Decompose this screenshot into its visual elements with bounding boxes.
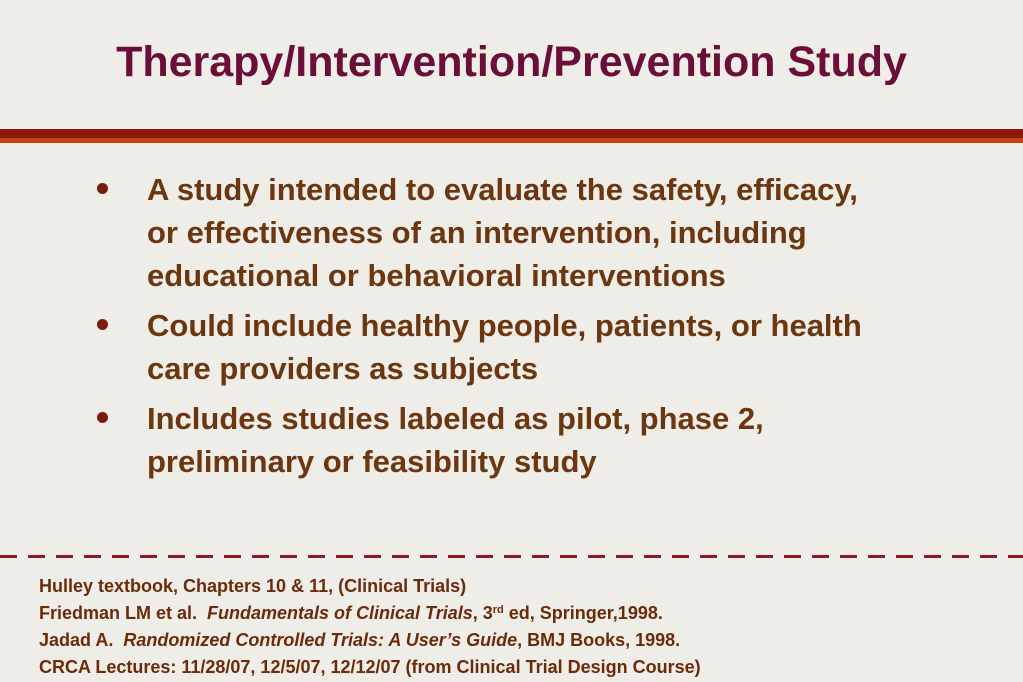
- reference-edition-ordinal: rd: [492, 604, 504, 616]
- bullet-item: [95, 304, 895, 390]
- reference-line: [39, 600, 1009, 627]
- reference-line: [39, 654, 1009, 681]
- reference-book-title: Randomized Controlled Trials: A User’s Guide: [123, 630, 518, 650]
- bullet-item: [95, 397, 895, 483]
- reference-text: CRCA Lectures: 11/28/07, 12/5/07, 12/12/07 (from Clinical Trial Design Course): [39, 657, 701, 677]
- reference-line: [39, 573, 1009, 600]
- reference-author: Jadad A.: [39, 630, 124, 650]
- reference-text: Hulley textbook, Chapters 10 & 11, (Clinical Trials): [39, 576, 467, 596]
- reference-book-title: Fundamentals of Clinical Trials: [207, 603, 473, 623]
- reference-edition-number: , 3: [472, 603, 493, 623]
- references: [39, 573, 1009, 681]
- bullet-text: Could include healthy people, patients, or health care providers as subjects: [147, 308, 862, 386]
- bullet-text: A study intended to evaluate the safety, efficacy, or effectiveness of an intervention, including educational or behavioral interventions: [147, 172, 858, 293]
- dashed-divider: [0, 555, 1023, 558]
- bullet-dot-icon: [97, 412, 108, 423]
- reference-publisher: , BMJ Books, 1998.: [517, 630, 681, 650]
- title-divider: [0, 129, 1023, 143]
- bullet-item: [95, 168, 895, 297]
- reference-author: Friedman LM et al.: [39, 603, 208, 623]
- reference-line: [39, 627, 1009, 654]
- title-divider-dark-band: [0, 129, 1023, 138]
- reference-publisher: ed, Springer,1998.: [503, 603, 663, 623]
- bullet-dot-icon: [97, 319, 108, 330]
- bullet-text: Includes studies labeled as pilot, phase 2, preliminary or feasibility study: [147, 401, 764, 479]
- bullet-dot-icon: [97, 183, 108, 194]
- bullet-list: [95, 168, 895, 490]
- title-divider-orange-band: [0, 138, 1023, 143]
- slide-title: Therapy/Intervention/Prevention Study: [116, 38, 907, 86]
